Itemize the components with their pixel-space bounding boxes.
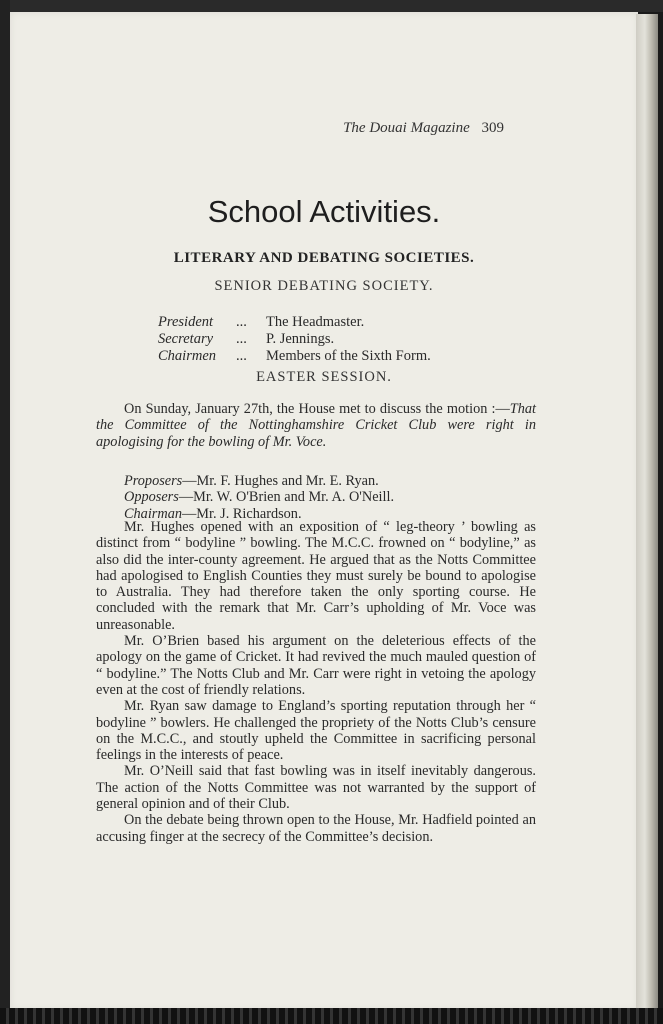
page-title: School Activities. xyxy=(207,194,441,229)
participant-names: —Mr. J. Richardson. xyxy=(182,505,302,522)
officer-row xyxy=(158,348,431,365)
officer-name: P. Jennings. xyxy=(266,331,335,347)
motion-intro: On Sunday, January 27th, the House met to discuss the motion :— xyxy=(124,401,510,417)
debate-paragraph: Mr. Ryan saw damage to England’s sporting reputation through her “ bodyline ” bowlers. He challenged the propriety of the Notts Club’s censure on the M.C.C., and stoutly upheld the Committee in sacrificing personal feelings in the interests of peace. xyxy=(96,698,536,764)
scan-top-border xyxy=(0,0,663,12)
participant-names: —Mr. W. O'Brien and Mr. A. O'Neill. xyxy=(178,489,395,506)
officer-role: Secretary xyxy=(158,331,214,347)
officer-dots: ... xyxy=(236,348,247,364)
participant-row xyxy=(124,473,394,489)
scan-left-border xyxy=(0,0,10,1024)
debate-paragraph: On the debate being thrown open to the House, Mr. Hadfield pointed an accusing finger at the secrecy of the Committee’s decision. xyxy=(96,812,536,845)
participant-names: —Mr. F. Hughes and Mr. E. Ryan. xyxy=(182,473,379,489)
page-edge-stack xyxy=(636,14,658,1008)
debate-body xyxy=(96,519,536,845)
section-heading: LITERARY AND DEBATING SOCIETIES. xyxy=(173,250,475,266)
motion-paragraph xyxy=(96,401,536,450)
participant-role: Chairman xyxy=(124,505,182,522)
participants-list xyxy=(124,473,394,522)
society-heading: SENIOR DEBATING SOCIETY. xyxy=(214,278,434,294)
page-number: 309 xyxy=(481,120,504,136)
debate-paragraph: Mr. O’Neill said that fast bowling was in itself inevitably dangerous. The action of the Notts Committee was not warranted by the support of general opinion and of their Club. xyxy=(96,763,536,813)
running-head xyxy=(343,120,504,137)
scan-bottom-border xyxy=(0,1008,663,1024)
officer-dots: ... xyxy=(236,314,247,330)
session-heading: EASTER SESSION. xyxy=(256,369,392,385)
magazine-title: The Douai Magazine xyxy=(343,120,470,136)
motion-text: That the Committee of the Nottinghamshire Cricket Club were right in apologising for the bowling of Mr. Voce. xyxy=(96,401,536,450)
participant-row xyxy=(124,489,394,505)
debate-paragraph: Mr. Hughes opened with an exposition of “ leg-theory ’ bowling as distinct from “ bodyline ” bowling. The M.C.C. frowned on “ bodyline,” as also did the inter-county agreement. He argued that as the Notts Committee had apologised to English Counties they must surely be bound to apologise to Australia. They had therefore taken the only sporting course. He concluded with the remark that Mr. Carr’s upholding of Mr. Voce was unreasonable. xyxy=(96,519,536,633)
officers-list xyxy=(158,314,431,365)
debate-paragraph: Mr. O’Brien based his argument on the deleterious effects of the apology on the game of Cricket. It had revived the much mauled question of “ bodyline.” The Notts Club and Mr. Carr were right in vetoing the apology even at the cost of friendly relations. xyxy=(96,633,536,698)
officer-role: President xyxy=(158,314,214,330)
magazine-page xyxy=(10,12,638,1010)
officer-role: Chairmen xyxy=(158,348,216,364)
officer-row xyxy=(158,314,431,331)
officer-dots: ... xyxy=(236,331,247,347)
participant-role: Opposers xyxy=(124,489,179,506)
participant-role: Proposers xyxy=(124,473,183,489)
officer-row xyxy=(158,331,431,348)
officer-name: Members of the Sixth Form. xyxy=(266,348,431,364)
officer-name: The Headmaster. xyxy=(266,314,365,330)
